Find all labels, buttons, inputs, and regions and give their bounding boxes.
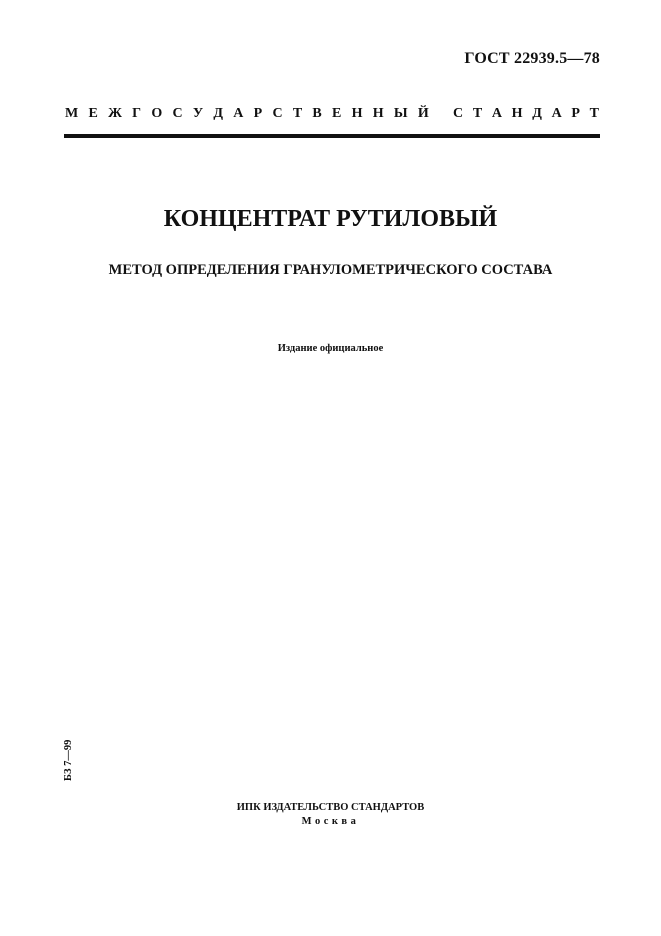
interstate-standard-heading — [65, 106, 599, 122]
edition-note: Издание официальное — [277, 343, 384, 354]
heading-letter: Е — [332, 106, 342, 121]
heading-letter: Д — [213, 106, 224, 121]
heading-letter: О — [151, 106, 163, 121]
heading-letter: Й — [417, 106, 429, 121]
heading-letter: Н — [511, 106, 523, 121]
heading-letter: А — [233, 106, 244, 121]
heading-letter: Т — [589, 106, 599, 121]
heading-letter: Н — [372, 106, 384, 121]
heading-letter: Р — [253, 106, 263, 121]
heading-letter: Т — [472, 106, 483, 121]
heading-letter: Г — [132, 106, 142, 121]
document-title: КОНЦЕНТРАТ РУТИЛОВЫЙ — [163, 206, 498, 232]
side-catalog-code: БЗ 7—99 — [63, 739, 74, 781]
document-subtitle: МЕТОД ОПРЕДЕЛЕНИЯ ГРАНУЛОМЕТРИЧЕСКОГО СОСТАВА — [108, 262, 553, 278]
heading-letter: Т — [292, 106, 303, 121]
heading-letter: Р — [571, 106, 580, 121]
heading-letter: М — [65, 106, 79, 121]
heading-letter: Е — [88, 106, 98, 121]
standard-word — [453, 106, 599, 122]
heading-letter: Ы — [393, 106, 408, 121]
publisher-city: Москва — [301, 816, 360, 827]
heading-letter: С — [172, 106, 183, 121]
publisher-name: ИПК ИЗДАТЕЛЬСТВО СТАНДАРТОВ — [236, 802, 425, 813]
heading-letter: А — [551, 106, 562, 121]
heading-letter: С — [272, 106, 283, 121]
interstate-word — [65, 106, 429, 122]
heading-letter: С — [453, 106, 464, 121]
heading-letter: Н — [351, 106, 363, 121]
heading-letter: У — [192, 106, 204, 121]
header-divider — [64, 134, 600, 138]
standard-number: ГОСТ 22939.5—78 — [464, 50, 600, 67]
heading-letter: В — [312, 106, 322, 121]
heading-letter: Д — [532, 106, 542, 121]
heading-letter: Ж — [108, 106, 122, 121]
heading-letter: А — [491, 106, 502, 121]
